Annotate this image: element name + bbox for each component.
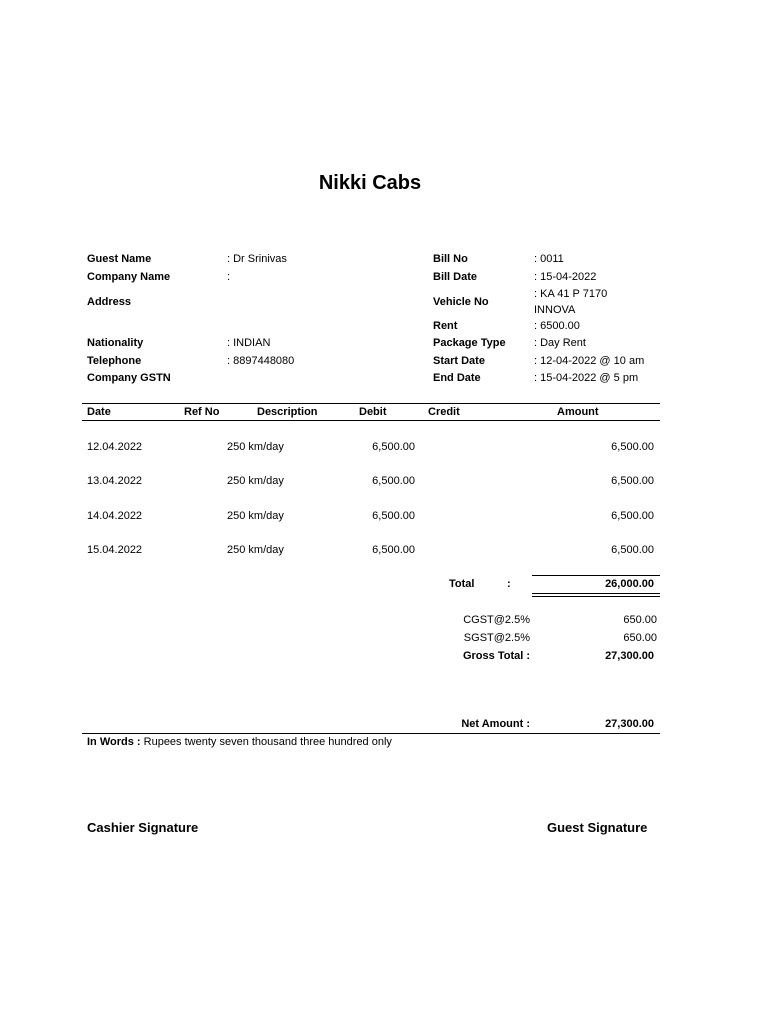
net-amount-label: Net Amount : xyxy=(461,718,530,730)
table-header-rule xyxy=(82,420,660,421)
gross-total-value: 27,300.00 xyxy=(605,650,654,662)
telephone-value: : 8897448080 xyxy=(227,355,295,367)
cashier-signature-label: Cashier Signature xyxy=(87,820,199,835)
bill-date-value: : 15-04-2022 xyxy=(534,271,597,283)
in-words-value: Rupees twenty seven thousand three hundred only xyxy=(140,736,392,748)
row-debit: 6,500.00 xyxy=(372,441,415,453)
row-description: 250 km/day xyxy=(227,510,284,522)
total-double-rule xyxy=(532,596,660,597)
row-debit: 6,500.00 xyxy=(372,475,415,487)
vehicle-model-value: INNOVA xyxy=(534,304,576,316)
total-bottom-rule xyxy=(532,593,660,594)
row-date: 13.04.2022 xyxy=(87,475,143,487)
row-debit: 6,500.00 xyxy=(372,544,415,556)
start-date-value: : 12-04-2022 @ 10 am xyxy=(534,355,645,367)
row-date: 15.04.2022 xyxy=(87,544,143,556)
package-type-label: Package Type xyxy=(433,337,506,349)
nationality-label: Nationality xyxy=(87,337,144,349)
amount-in-words xyxy=(87,736,392,748)
document-title: Nikki Cabs xyxy=(318,172,422,194)
header-date: Date xyxy=(87,406,111,418)
start-date-label: Start Date xyxy=(433,355,485,367)
row-date: 14.04.2022 xyxy=(87,510,143,522)
end-date-label: End Date xyxy=(433,372,481,384)
row-amount: 6,500.00 xyxy=(611,441,654,453)
row-description: 250 km/day xyxy=(227,441,284,453)
net-amount-value: 27,300.00 xyxy=(605,718,654,730)
sgst-value: 650.00 xyxy=(623,632,657,644)
address-label: Address xyxy=(87,296,132,308)
total-value: 26,000.00 xyxy=(605,578,654,590)
header-description: Description xyxy=(257,406,318,418)
row-debit: 6,500.00 xyxy=(372,510,415,522)
sgst-label: SGST@2.5% xyxy=(463,632,530,644)
in-words-label: In Words : xyxy=(87,736,141,748)
header-amount: Amount xyxy=(557,406,599,418)
telephone-label: Telephone xyxy=(87,355,142,367)
company-name-label: Company Name xyxy=(87,271,171,283)
row-description: 250 km/day xyxy=(227,475,284,487)
header-ref-no: Ref No xyxy=(184,406,220,418)
total-colon: : xyxy=(507,578,511,590)
bill-date-label: Bill Date xyxy=(433,271,478,283)
company-gstn-label: Company GSTN xyxy=(87,372,171,384)
cgst-label: CGST@2.5% xyxy=(463,614,530,626)
bill-no-label: Bill No xyxy=(433,253,468,265)
table-top-rule xyxy=(82,403,660,404)
guest-name-label: Guest Name xyxy=(87,253,152,265)
company-name-value: : xyxy=(227,271,231,283)
vehicle-no-value: : KA 41 P 7170 xyxy=(534,288,608,300)
row-date: 12.04.2022 xyxy=(87,441,143,453)
rent-value: : 6500.00 xyxy=(534,320,580,332)
row-amount: 6,500.00 xyxy=(611,475,654,487)
vehicle-no-label: Vehicle No xyxy=(433,296,489,308)
row-amount: 6,500.00 xyxy=(611,510,654,522)
rent-label: Rent xyxy=(433,320,458,332)
row-description: 250 km/day xyxy=(227,544,284,556)
package-type-value: : Day Rent xyxy=(534,337,586,349)
total-label: Total xyxy=(449,578,475,590)
end-date-value: : 15-04-2022 @ 5 pm xyxy=(534,372,639,384)
net-amount-rule xyxy=(82,733,660,734)
nationality-value: : INDIAN xyxy=(227,337,271,349)
header-debit: Debit xyxy=(359,406,387,418)
header-credit: Credit xyxy=(428,406,460,418)
guest-signature-label: Guest Signature xyxy=(547,820,648,835)
row-amount: 6,500.00 xyxy=(611,544,654,556)
bill-no-value: : 0011 xyxy=(534,253,564,265)
cgst-value: 650.00 xyxy=(623,614,657,626)
gross-total-label: Gross Total : xyxy=(462,650,530,662)
guest-name-value: : Dr Srinivas xyxy=(227,253,287,265)
total-top-rule xyxy=(532,575,660,576)
